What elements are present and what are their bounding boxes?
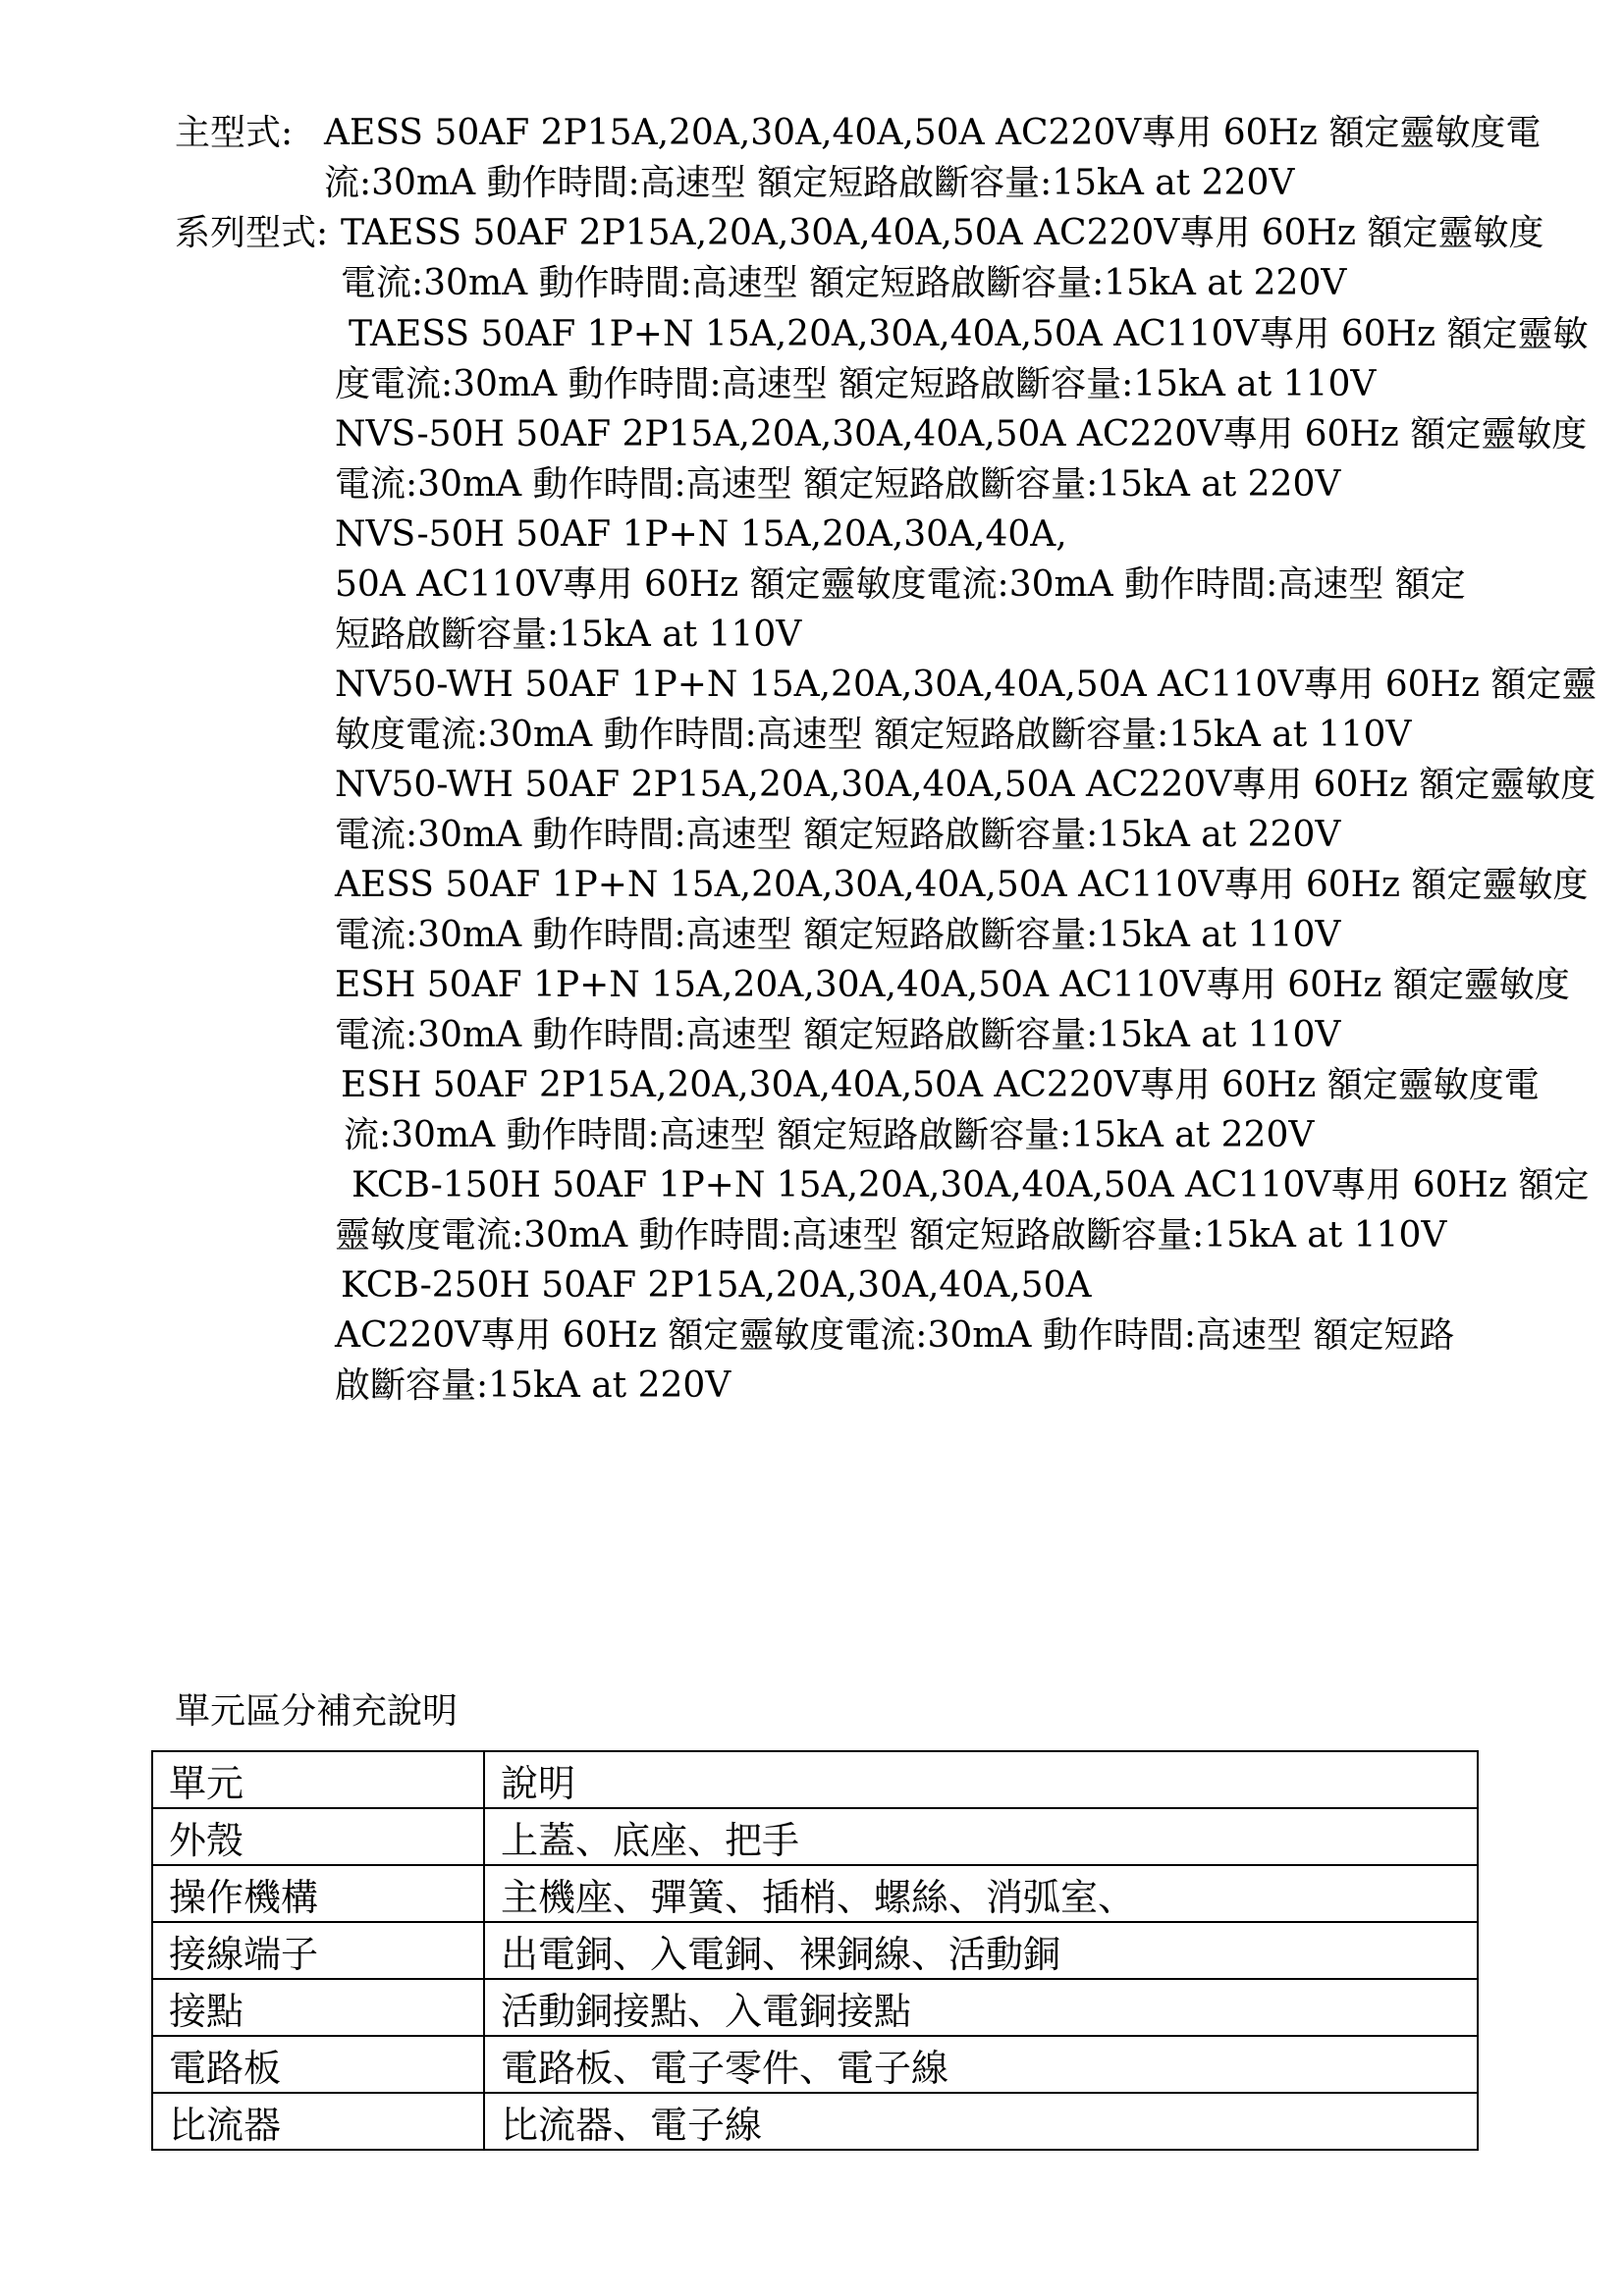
series-model-line: 敏度電流:30mA 動作時間:高速型 額定短路啟斷容量:15kA at 110V (335, 715, 1412, 755)
unit-desc-cell: 活動銅接點、入電銅接點 (484, 1979, 1478, 2036)
series-model-line: 度電流:30mA 動作時間:高速型 額定短路啟斷容量:15kA at 110V (335, 364, 1377, 404)
series-model-label: 系列型式: (175, 213, 329, 253)
series-model-line: 電流:30mA 動作時間:高速型 額定短路啟斷容量:15kA at 110V (335, 915, 1341, 955)
series-model-line: NV50-WH 50AF 2P15A,20A,30A,40A,50A AC220V專用 60Hz 額定靈敏度 (335, 765, 1597, 805)
table-row (152, 1979, 1478, 2036)
series-model-line: NV50-WH 50AF 1P+N 15A,20A,30A,40A,50A AC110V專用 60Hz 額定靈 (335, 665, 1597, 705)
unit-name-cell: 外殼 (152, 1808, 484, 1865)
unit-desc-cell: 主機座、彈簧、插梢、螺絲、消弧室、 (484, 1865, 1478, 1922)
table-header-row (152, 1751, 1478, 1808)
series-model-line: 流:30mA 動作時間:高速型 額定短路啟斷容量:15kA at 220V (344, 1115, 1315, 1155)
series-model-line: 50A AC110V專用 60Hz 額定靈敏度電流:30mA 動作時間:高速型 額定 (335, 564, 1466, 605)
unit-desc-cell: 上蓋、底座、把手 (484, 1808, 1478, 1865)
unit-table (151, 1750, 1479, 2151)
table-row (152, 1865, 1478, 1922)
series-model-line: KCB-150H 50AF 1P+N 15A,20A,30A,40A,50A AC110V專用 60Hz 額定 (352, 1165, 1590, 1205)
unit-name-cell: 比流器 (152, 2093, 484, 2150)
series-model-line: NVS-50H 50AF 1P+N 15A,20A,30A,40A, (335, 514, 1067, 555)
series-model-line: KCB-250H 50AF 2P15A,20A,30A,40A,50A (341, 1265, 1092, 1306)
series-model-line: NVS-50H 50AF 2P15A,20A,30A,40A,50A AC220V專用 60Hz 額定靈敏度 (335, 414, 1588, 454)
series-model-line: 短路啟斷容量:15kA at 110V (335, 614, 802, 655)
table-row (152, 1922, 1478, 1979)
main-model-line: AESS 50AF 2P15A,20A,30A,40A,50A AC220V專用 60Hz 額定靈敏度電 (324, 113, 1542, 153)
unit-section-title: 單元區分補充說明 (175, 1691, 459, 1732)
series-model-line: 靈敏度電流:30mA 動作時間:高速型 額定短路啟斷容量:15kA at 110V (335, 1215, 1447, 1255)
unit-name-cell: 接點 (152, 1979, 484, 2036)
unit-name-cell: 操作機構 (152, 1865, 484, 1922)
main-model-line: 流:30mA 動作時間:高速型 額定短路啟斷容量:15kA at 220V (324, 163, 1295, 203)
series-model-line: 啟斷容量:15kA at 220V (335, 1365, 731, 1406)
series-model-line: 電流:30mA 動作時間:高速型 額定短路啟斷容量:15kA at 220V (341, 263, 1347, 303)
unit-name-cell: 接線端子 (152, 1922, 484, 1979)
series-model-line: 電流:30mA 動作時間:高速型 額定短路啟斷容量:15kA at 220V (335, 464, 1341, 505)
table-row (152, 2036, 1478, 2093)
table-header-cell: 說明 (484, 1751, 1478, 1808)
unit-name-cell: 電路板 (152, 2036, 484, 2093)
table-row (152, 2093, 1478, 2150)
table-header-cell: 單元 (152, 1751, 484, 1808)
series-model-line: TAESS 50AF 2P15A,20A,30A,40A,50A AC220V專用 60Hz 額定靈敏度 (341, 213, 1544, 253)
series-model-line: TAESS 50AF 1P+N 15A,20A,30A,40A,50A AC110V專用 60Hz 額定靈敏 (349, 314, 1589, 354)
series-model-line: ESH 50AF 1P+N 15A,20A,30A,40A,50A AC110V專用 60Hz 額定靈敏度 (335, 965, 1570, 1005)
series-model-line: 電流:30mA 動作時間:高速型 額定短路啟斷容量:15kA at 110V (335, 1015, 1341, 1055)
unit-desc-cell: 出電銅、入電銅、裸銅線、活動銅 (484, 1922, 1478, 1979)
series-model-line: AESS 50AF 1P+N 15A,20A,30A,40A,50A AC110V專用 60Hz 額定靈敏度 (335, 865, 1589, 905)
series-model-line: AC220V專用 60Hz 額定靈敏度電流:30mA 動作時間:高速型 額定短路 (335, 1315, 1455, 1356)
series-model-line: 電流:30mA 動作時間:高速型 額定短路啟斷容量:15kA at 220V (335, 815, 1341, 855)
unit-desc-cell: 比流器、電子線 (484, 2093, 1478, 2150)
series-model-line: ESH 50AF 2P15A,20A,30A,40A,50A AC220V專用 60Hz 額定靈敏度電 (341, 1065, 1540, 1105)
unit-desc-cell: 電路板、電子零件、電子線 (484, 2036, 1478, 2093)
table-row (152, 1808, 1478, 1865)
main-model-label: 主型式: (175, 113, 294, 153)
